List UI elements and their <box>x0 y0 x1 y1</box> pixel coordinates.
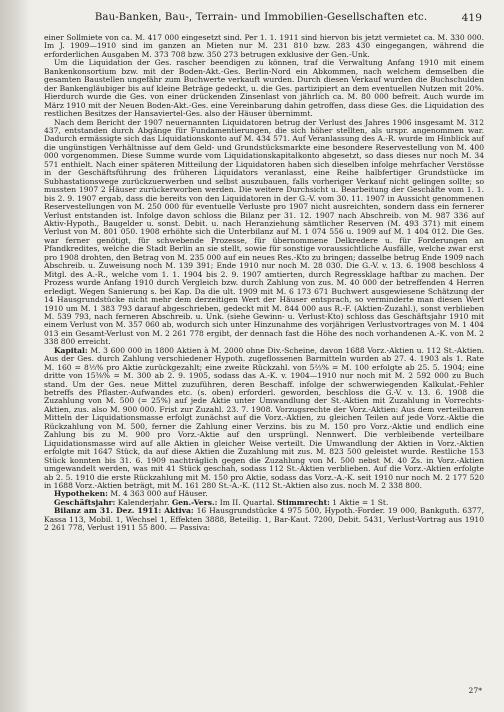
fiscal-year-label: Geschäftsjahr: <box>54 497 116 507</box>
printer-signature: 27* <box>468 686 482 695</box>
assets-label: Aktiva: <box>164 506 194 516</box>
binding-gutter <box>0 0 30 712</box>
paragraph-rent: einer Sollmiete von ca. M. 417 000 eingesetzt sind. Per 1. 1. 1911 sind hiervon bis jetzt vermietet ca. M. 330 000. Im J. 1909—1910 sind im ganzen an Mieten nur M. 231 810 bzw. 283 430 eingegangen, während die erforderlichen Ausgaben M. 373 708 bzw. 350 273 betrugen exklusive der Gen.-Unk. <box>44 33 484 59</box>
capital-text: M. 3 600 000 in 1800 Aktien à M. 2000 ohne Div.-Scheine, davon 1688 Vorz.-Aktien u. 112 St.-Aktien. Aus der Ges. durch Zahlung verschiedener Hypoth. zugeflossenen Barmitteln wurden ab 27. 4. 1903 als 1. Rate M. 160 = 8⅓% pro Aktie zurückgezahlt; eine zweite Rückzahl. von 5⅔% = M. 100 erfolgte ab 25. 5. 1904; eine dritte von 15⅜% = M. 300 ab 2. 9. 1905, sodass das A.-K. v. 1904—1910 nur noch mit M. 2 592 000 zu Buch stand. Um der Ges. neue Mittel zuzuführen, deren Beschaff. infolge der schwerwiegenden Kalkulat.-Fehler betreffs des Pflaster.-Aufwandes etc. (s. oben) erforderl. geworden, beschloss die G.-V. v. 13. 6. 1908 die Zuzahlung von M. 500 (= 25%) auf jede Aktie unter Umwandlung der St.-Aktien mit Zuzahlung in Vorrechts-Aktien, zus. also M. 900 000. Frist zur Zuzahl. 23. 7. 1908. Vorzugsrechte der Vorz.-Aktien: Aus dem verteilbaren Mitteln der Liquidationsmasse erfolgt zunächst auf die Vorz.-Aktien, zu gleichen Teilen auf jede Vorz.-Aktie die Rückzahlung von M. 500, ferner die Zahlung einer Verzins. bis zu M. 150 pro Vorz.-Aktie und endlich eine Zahlung bis zu M. 900 pro Vorz.-Aktie auf den ursprüngl. Nennwert. Die verbleibende verteilbare Liquidationsmasse wird auf alle Aktien in gleicher Weise verteilt. Die Umwandlung der Aktien in Vorz.-Aktien erfolgte mit 1647 Stück, da auf diese Aktien die Zuzahlung mit zus. M. 823 500 geleistet wurde. Restliche 153 Stück konnten bis 31. 6. 1909 nachträglich gegen die Zuzahlung von M. 500 nebst M. 40 Zs. in Vorz.-Aktien umgewandelt werden, was mit 41 Stück geschah, sodass 112 St.-Aktien verblieben. Auf die Vorz.-Aktien erfolgte ab 2. 5. 1910 die erste Rückzahlung mit M. 150 pro Aktie, sodass das Vorz.-A.-K. seit 1910 nur noch M. 2 177 520 in 1688 Vorz.-Aktien beträgt, mit M. 161 280 St.-A.-K. (112 St.-Aktien also zus. noch M. 2 338 800. <box>44 345 484 491</box>
page-number: 419 <box>461 12 482 24</box>
paragraph-liquidation: Um die Liquidation der Ges. rascher beendigen zu können, traf die Verwaltung Anfang 1910 mit einem Bankenkonsortium bzw. mit der Boden-Akt.-Ges. Berlin-Nord ein Abkommen, nach welchem demselben die gesamten Baustellen ungefähr zum Buchwerte verkauft wurden. Durch diesen Verkauf wurden die Buchschulden der Bankengläubiger bis auf kleine Beträge gedeckt, u. die Ges. partizipiert an dem eventuellen Nutzen mit 20%. Hierdurch wurde die Ges. von einer drückenden Zinsenlast von jährlich ca. M. 80 000 befreit. Auch wurde im März 1910 mit der Neuen Boden-Akt.-Ges. eine Vereinbarung dahin getroffen, dass diese Ges. die Liquidation des restlichen Besitzes der Hansaviertel-Ges. also der Häuser übernimmt. <box>44 58 484 119</box>
header-title: Bau-Banken, Bau-, Terrain- und Immobilien-Gesellschaften etc. <box>94 12 428 23</box>
paragraph-report: Nach dem Bericht der 1907 neuernannten Liquidatoren betrug der Verlust des Jahres 1906 insgesamt M. 312 437, entstanden durch Abgänge für Fundamentierungen, die sich höher stellten, als urspr. angenommen war. Dadurch ermässigte sich das Liquidationskonto auf M. 434 571. Auf Veranlassung des A.-R. wurde im Hinblick auf die ungünstigen Verhältnisse auf dem Geld- und Grundstücksmarkte eine besondere Reservestellung von M. 400 000 vorgenommen. Diese Summe wurde vom Liquidationskapitalkonto abgesetzt, so dass dieses nur noch M. 34 571 enthielt. Nach einer späteren Mitteilung der Liquidatoren haben sich dieselben infolge mehrfacher Verstösse in der Geschäftsführung des früheren Liquidators veranlasst, eine Reihe halbfertiger Grundstücke im Subhastationswege zurückzuerwerben und selbst auszubauen, falls vorheriger Verkauf nicht gelingen sollte; so mussten 1907 2 Häuser zurückerworben werden. Die weitere Durchsicht u. Bearbeitung der Geschäfte vom 1. 1. bis 2. 9. 1907 ergab, dass die bereits von den Liquidatoren in der G.-V. vom 30. 11. 1907 in Aussicht genommenen Reservestellungen von M. 250 000 für eventuelle Verluste pro 1907 nicht ausreichten, sondern dass ein fernerer Verlust entstanden ist. Infolge davon schloss die Bilanz per 31. 12. 1907 nach Abschreib. von M. 987 336 auf Aktiv-Hypoth., Baugelder u. sonst. Debit. u. nach Heranziehung sämtlicher Reserven (M. 493 371) mit einem Verlust von M. 801 050. 1908 erhöhte sich die Unterbilanz auf M. 1 074 556 u. 1909 auf M. 1 404 012. Die Ges. war ferner genötigt, für schwebende Prozesse, für übernommene Delkredere u. für Forderungen an Pfandkredites, welche die Stadt Berlin an sie stellt, sowie für sonstige voraussichtliche Ausfälle, welche zwar erst pro 1908 drohten, den Betrag von M. 235 000 auf ein neues Res.-Kto zu bringen; dasselbe betrug Ende 1909 nach Abschreib. u. Zuweisung noch M. 139 391; Ende 1910 nur noch M. 28 030. Die G.-V. v. 13. 6. 1908 beschloss 4 Mitgl. des A.-R., welche vom 1. 1. 1904 bis 2. 9. 1907 amtierten, durch Regressklage haftbar zu machen. Der Prozess wurde Anfang 1910 durch Vergleich bzw. durch Zahlung von zus. M. 40 000 der betreffenden 4 Herren erledigt. Wegen Sanierung s. bei Kap. Da die ult. 1909 mit M. 6 173 671 Buchwert ausgewiesene Schätzung der 14 Hausgrundstücke nicht mehr dem derzeitigen Wert der Häuser entsprach, so verminderte man diesen Wert 1910 um M. 1 383 793 darauf abgeschrieben, gedeckt mit M. 844 000 aus R.-F. (Aktien-Zuzahl.), sonst verblieben M. 539 793, nach ferneren Abschreib. u. Unk. (siehe Gewinn- u. Verlust-Kto) schloss das Geschäftsjahr 1910 mit einem Verlust von M. 357 060 ab, wodurch sich unter Hinzunahme des vorjährigen Verlustvortrages von M. 1 404 013 ein Gesamt-Verlust von M. 2 261 778 ergibt, der dennach fast die Höhe des noch vorhandenen A.-K. von M. 2 338 800 erreicht. <box>44 117 484 347</box>
balance-label: Bilanz am 31. Dez. 1911: <box>54 506 162 516</box>
capital-label: Kapital: <box>54 345 88 355</box>
paragraph-balance <box>44 507 484 532</box>
voting-right-text: 1 Aktie = 1 St. <box>332 497 389 507</box>
fiscal-year-text: Kalenderjahr. <box>117 497 170 507</box>
paragraph-capital <box>44 347 484 491</box>
balance-text: 16 Hausgrundstücke 4 975 500, Hypoth.-Forder. 19 000, Bankguth. 6377, Kassa 113, Mobil. 1, Wechsel 1, Effekten 3888, Beteilig. 1, Bar-Kaut. 7200, Debit. 5431, Verlust-Vortrag aus 1910 2 261 778, Verlust 1911 55 800. — Passiva: <box>44 506 484 533</box>
mortgages-label: Hypotheken: <box>54 489 108 499</box>
general-meeting-text: Im II. Quartal. <box>219 497 275 507</box>
running-header <box>44 12 484 34</box>
mortgages-text: M. 4 363 000 auf Häuser. <box>110 489 208 499</box>
body-text <box>44 34 484 533</box>
general-meeting-label: Gen.-Vers.: <box>171 497 218 507</box>
voting-right-label: Stimmrecht: <box>276 497 330 507</box>
